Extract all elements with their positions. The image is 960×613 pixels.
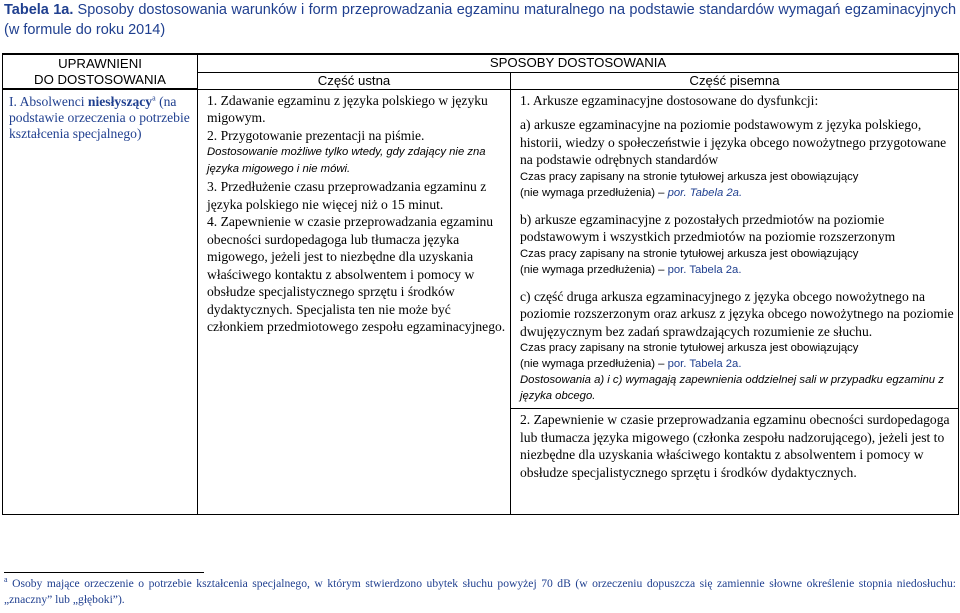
footnote bbox=[4, 576, 956, 608]
footnote-sup: a bbox=[4, 575, 8, 585]
written-item-2: 2. Zapewnienie w czasie przeprowadzania egzaminu obecności surdopedagoga lub tłumacza języka migowego (członka zespołu nadzorującego), jeżeli jest to niezbędne dla uzyskania właściwego kontaktu z absolwentem i pomocy w obsłudze specjalistycznego sprzętu i środków dydaktycznych. bbox=[511, 408, 958, 481]
entitled-rest: (na podstawie orzeczenia o potrzebie kształcenia specjalnego) bbox=[9, 94, 190, 141]
written-c-note bbox=[520, 340, 954, 372]
header-oral: Część ustna bbox=[198, 72, 511, 89]
written-a-note-line2: (nie wymaga przedłużenia) – bbox=[520, 186, 668, 199]
oral-item-4: 4. Zapewnienie w czasie przeprowadzania egzaminu obecności surdopedagoga lub tłumacza języka migowego, jeżeli jest to niezbędne dla uzyskania właściwego kontaktu z absolwentem i pomocy w obsłudze specjalistycznego sprzętu i środków dydaktycznych. Specjalista ten nie może być członkiem przedmiotowego zespołu egzaminacyjnego. bbox=[207, 214, 506, 334]
accommodations-table bbox=[2, 53, 959, 515]
footnote-rule bbox=[4, 572, 204, 573]
entitled-sup: a bbox=[152, 93, 156, 103]
written-b: b) arkusze egzaminacyjne z pozostałych przedmiotów na poziomie podstawowym i wszystkich przedmiotów na poziomie rozszerzonym bbox=[520, 211, 896, 244]
written-c-note-line1: Czas pracy zapisany na stronie tytułowej arkusza jest obowiązujący bbox=[520, 342, 859, 354]
written-cell bbox=[511, 89, 959, 515]
caption-title: Sposoby dostosowania warunków i form przeprowadzania egzaminu maturalnego na podstawie standardów wymagań egzaminacyjnych (w formule do roku 2014) bbox=[4, 2, 957, 38]
entitled-bold: niesłyszący bbox=[87, 94, 153, 109]
written-b-note bbox=[520, 246, 954, 278]
entitled-cell bbox=[3, 89, 198, 515]
header-entitled-line2: DO DOSTOSOWANIA bbox=[34, 71, 166, 87]
written-c-note-line2: (nie wymaga przedłużenia) – bbox=[520, 358, 665, 370]
header-entitled bbox=[3, 54, 198, 89]
table-caption bbox=[4, 0, 956, 40]
oral-item-3: 3. Przedłużenie czasu przeprowadzania egzaminu z języka polskiego nie więcej niż o 15 minut. bbox=[207, 179, 487, 212]
written-b-note-line1: Czas pracy zapisany na stronie tytułowej arkusza jest obowiązujący bbox=[520, 247, 859, 260]
header-methods: SPOSOBY DOSTOSOWANIA bbox=[198, 54, 959, 72]
written-b-ref: por. Tabela 2a. bbox=[667, 263, 742, 276]
oral-item-2: 2. Przygotowanie prezentacji na piśmie. bbox=[207, 127, 425, 143]
footnote-text: Osoby mające orzeczenie o potrzebie kształcenia specjalnego, w którym stwierdzono ubytek słuchu powyżej 70 dB (w orzeczeniu dopuszcza się zamiennie słowne określenie stopnia niedosłuchu: „znaczny” lub „głęboki”). bbox=[4, 577, 956, 606]
written-ac-note: Dostosowania a) i c) wymagają zapewnienia oddzielnej sali w przypadku egzaminu z języka obcego. bbox=[520, 374, 944, 402]
written-c: c) część druga arkusza egzaminacyjnego z języka obcego nowożytnego na poziomie rozszerzonym oraz arkusz z języka obcego nowożytnego na poziomie dwujęzycznym bez zadań sprawdzających rozumienie ze słuchu. bbox=[520, 288, 954, 339]
written-a: a) arkusze egzaminacyjne na poziomie podstawowym z języka polskiego, historii, wiedzy o społeczeństwie i języka obcego nowożytnego przygotowane na podstawie odrębnych standardów bbox=[520, 117, 947, 167]
written-item-1: 1. Arkusze egzaminacyjne dostosowane do dysfunkcji: bbox=[520, 92, 819, 108]
oral-item-1: 1. Zdawanie egzaminu z języka polskiego w języku migowym. bbox=[207, 92, 488, 125]
written-a-note-line1: Czas pracy zapisany na stronie tytułowej arkusza jest obowiązujący bbox=[520, 170, 859, 183]
header-entitled-line1: UPRAWNIENI bbox=[58, 55, 142, 71]
caption-label: Tabela 1a. bbox=[4, 2, 74, 18]
oral-item-2-note: Dostosowanie możliwe tylko wtedy, gdy zdający nie zna języka migowego i nie mówi. bbox=[207, 146, 486, 175]
written-a-ref: por. Tabela 2a. bbox=[667, 186, 743, 199]
entitled-prefix: I. Absolwenci bbox=[9, 94, 88, 109]
written-a-note bbox=[520, 169, 954, 201]
oral-cell bbox=[198, 89, 511, 515]
written-c-ref: por. Tabela 2a. bbox=[667, 358, 742, 370]
header-written: Część pisemna bbox=[511, 72, 959, 89]
written-b-note-line2: (nie wymaga przedłużenia) – bbox=[520, 263, 668, 276]
